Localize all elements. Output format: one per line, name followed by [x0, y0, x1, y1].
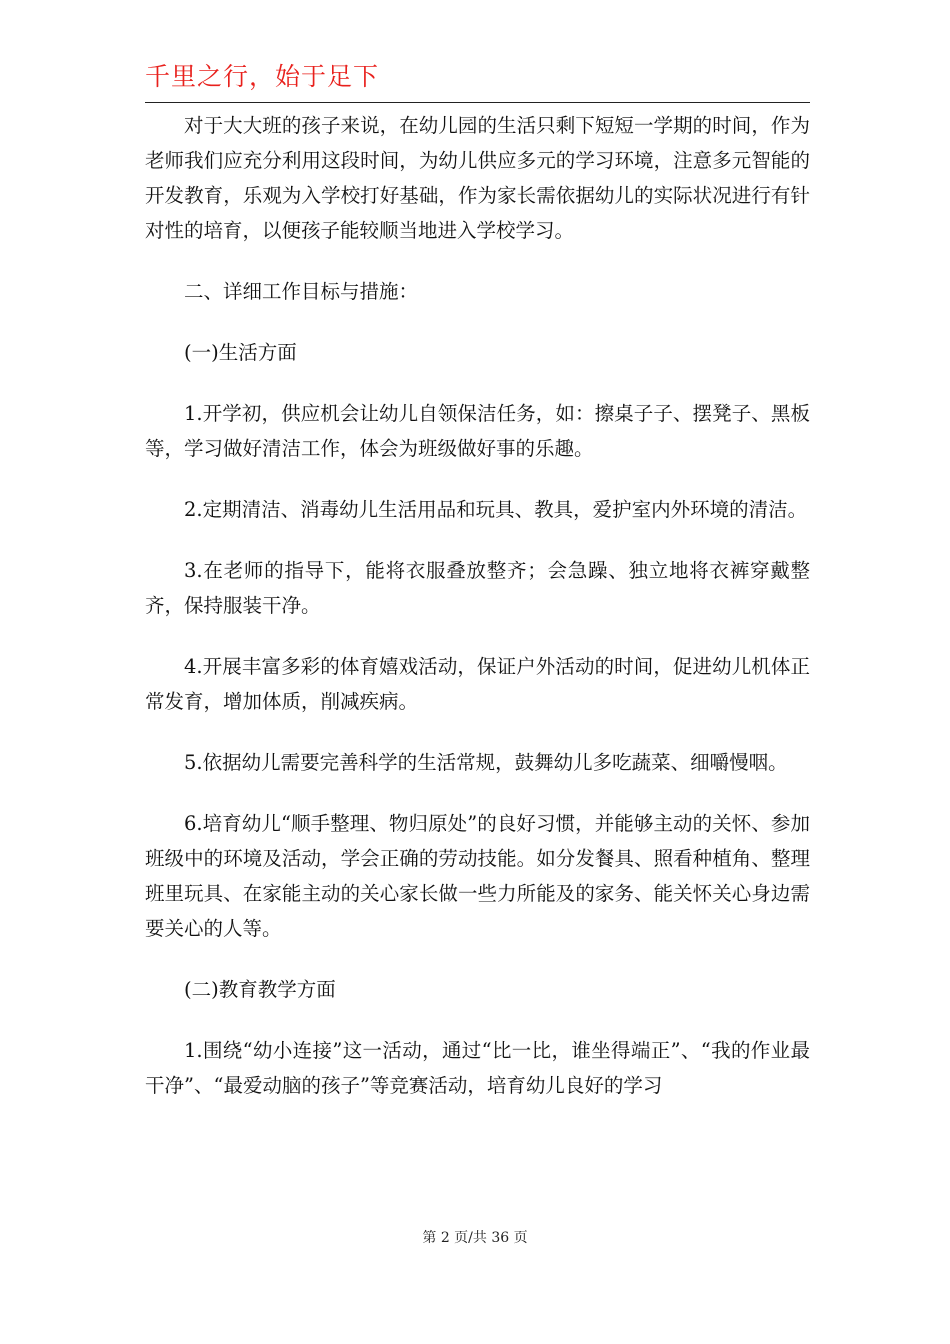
- document-body: [145, 108, 810, 1129]
- list-item: 1.围绕“幼小连接”这一活动，通过“比一比，谁坐得端正”、“我的作业最干净”、“最爱动脑的孩子”等竞赛活动，培育幼儿良好的学习: [145, 1039, 810, 1097]
- page-header: [145, 58, 810, 103]
- list-item: 2.定期清洁、消毒幼儿生活用品和玩具、教具，爱护室内外环境的清洁。: [184, 498, 808, 521]
- list-item: 3.在老师的指导下，能将衣服叠放整齐；会急躁、独立地将衣裤穿戴整齐，保持服装干净。: [145, 559, 810, 617]
- paragraph-intro: 对于大大班的孩子来说，在幼儿园的生活只剩下短短一学期的时间，作为老师我们应充分利用这段时间，为幼儿供应多元的学习环境，注意多元智能的开发教育，乐观为入学校打好基础，作为家长需依据幼儿的实际状况进行有针对性的培育，以便孩子能较顺当地进入学校学习。: [145, 114, 810, 242]
- list-item: 6.培育幼儿“顺手整理、物归原处”的良好习惯，并能够主动的关怀、参加班级中的环境及活动，学会正确的劳动技能。如分发餐具、照看种植角、整理班里玩具、在家能主动的关心家长做一些力所能及的家务、能关怀关心身边需要关心的人等。: [145, 812, 810, 940]
- subsection-heading-life: (一)生活方面: [184, 341, 297, 364]
- list-item: 1.开学初，供应机会让幼儿自领保洁任务，如：擦桌子子、摆凳子、黑板等，学习做好清洁工作，体会为班级做好事的乐趣。: [145, 402, 810, 460]
- header-title: 千里之行，始于足下: [145, 62, 380, 91]
- section-heading: 二、详细工作目标与措施：: [184, 280, 419, 303]
- list-item: 5.依据幼儿需要完善科学的生活常规，鼓舞幼儿多吃蔬菜、细嚼慢咽。: [184, 751, 788, 774]
- subsection-heading-education: (二)教育教学方面: [184, 978, 336, 1001]
- page-number: 第 2 页/共 36 页: [422, 1230, 528, 1246]
- list-item: 4.开展丰富多彩的体育嬉戏活动，保证户外活动的时间，促进幼儿机体正常发育，增加体质，削减疾病。: [145, 655, 810, 713]
